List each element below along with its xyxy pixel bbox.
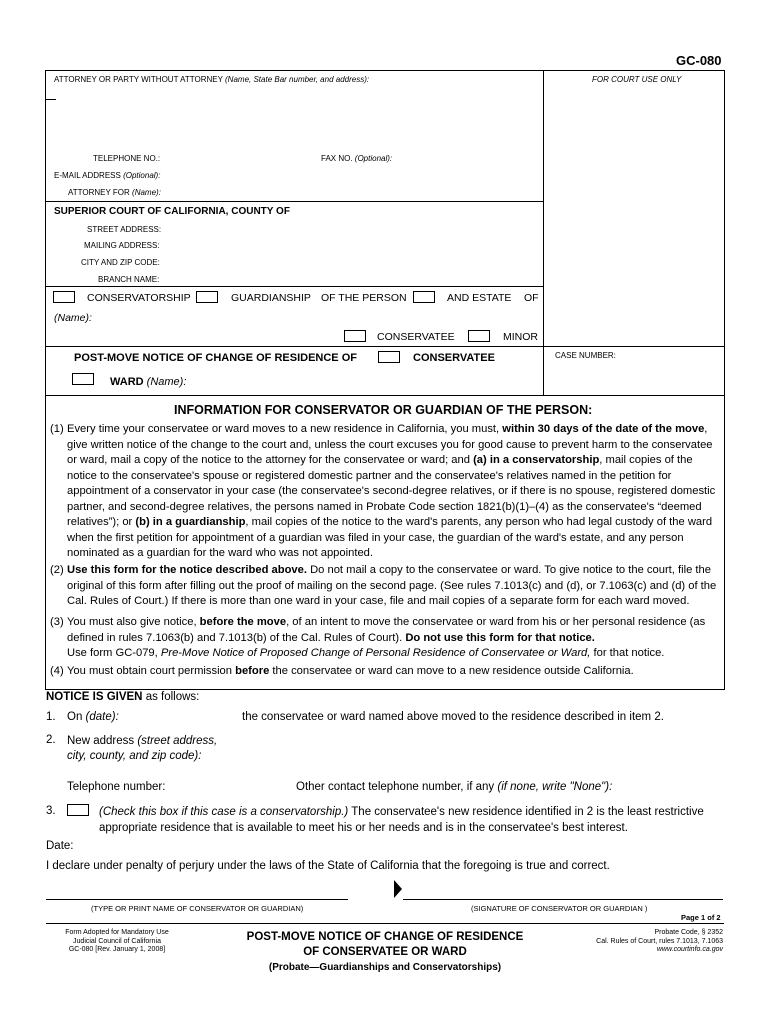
of-label: OF: [524, 292, 539, 304]
p1-b: within 30 days of the date of the move: [502, 423, 705, 435]
item-2-label: [67, 734, 217, 764]
info-paragraph-4: [50, 664, 720, 680]
signature-arrow-icon: [394, 880, 402, 898]
item-1-date-hint: (date):: [85, 711, 119, 723]
signature-line[interactable]: [403, 899, 723, 900]
email-label-hint: (Optional):: [123, 171, 161, 180]
item-1-number: 1.: [46, 711, 56, 723]
item-2-label-b: (street address,: [137, 735, 218, 747]
info-p1-text: [67, 422, 720, 562]
title-conservatee-checkbox[interactable]: [378, 351, 400, 363]
footer-title-line-2: OF CONSERVATEE OR WARD: [303, 946, 467, 958]
guardianship-checkbox[interactable]: [196, 291, 218, 303]
conservatorship-label: CONSERVATORSHIP: [87, 292, 191, 304]
top-border: [45, 70, 725, 71]
item-1-on-text: On: [67, 711, 86, 723]
p3-a: You must also give notice,: [67, 616, 200, 628]
p4-c: the conservatee or ward can move to a new residence outside California.: [269, 665, 634, 677]
p3-f: Pre-Move Notice of Proposed Change of Personal Residence of Conservatee or Ward,: [160, 647, 591, 659]
p3-g: for that notice.: [590, 647, 665, 659]
other-telephone-label: [296, 781, 612, 793]
info-p2-text: [67, 563, 720, 610]
telephone-label: TELEPHONE NO.:: [93, 154, 161, 163]
ward-label-text: WARD: [110, 376, 144, 388]
telephone-number-label: Telephone number:: [67, 781, 166, 793]
footer-rule: [46, 923, 724, 924]
attorney-label-text: ATTORNEY OR PARTY WITHOUT ATTORNEY: [54, 75, 223, 84]
signature-caption: (SIGNATURE OF CONSERVATOR OR GUARDIAN ): [471, 904, 648, 913]
p1-f: (b) in a guardianship: [135, 516, 246, 528]
p3-c: , of an intent to move the conservatee or ward from his or her personal residence (as defined in rules 7.1063(b) and 7.1013(b) of the Cal. Rules of Court).: [67, 616, 706, 644]
item-3-text: [99, 805, 714, 836]
info-p1-number: (1): [50, 423, 64, 435]
fax-label-text: FAX NO.: [321, 154, 353, 163]
item-2-label-a: New address: [67, 735, 138, 747]
item-1-text: the conservatee or ward named above moved to the residence described in item 2.: [242, 711, 664, 723]
fax-label-hint: (Optional):: [354, 154, 393, 163]
conservatee-label: CONSERVATEE: [377, 331, 455, 343]
email-label: [54, 171, 160, 180]
branch-name-label: BRANCH NAME:: [98, 275, 160, 284]
p1-g: , mail copies of the notice to the ward's parents, any person who had legal custody of the ward when the first petition for appointment of a guardian was filed in your case, the guardian of the ward's estate, and any person nominated as a guardian for the ward who was not appointed.: [67, 516, 713, 559]
email-label-text: E-MAIL ADDRESS: [54, 171, 121, 180]
info-paragraph-3: [50, 615, 720, 662]
item-2-label-c: city, county, and zip code):: [67, 750, 202, 762]
item-3-body: The conservatee's new residence identified in 2 is the least restrictive appropriate residence that is available to meet his or her needs and is in the conservatee's best interest.: [99, 806, 704, 834]
attorney-for-label: [68, 188, 161, 197]
p3-d: Do not use this form for that notice.: [405, 631, 595, 644]
other-telephone-hint: (if none, write "None"):: [497, 781, 613, 793]
form-number: GC-080: [676, 53, 722, 68]
city-zip-label: CITY AND ZIP CODE:: [81, 258, 160, 267]
p3-b: before the move: [199, 616, 287, 628]
court-title: SUPERIOR COURT OF CALIFORNIA, COUNTY OF: [54, 206, 290, 217]
divider-caption: [45, 286, 543, 287]
p2-a: Use this form for the notice described above.: [67, 564, 307, 576]
p1-c: , give written notice of the change to the court and, unless the court excuses you for good cause to prevent harm to the conservatee or ward, mail a copy of the notice to the attorney for the conservatee or ward; and: [67, 423, 713, 466]
footer-left-line-2: Judicial Council of California: [73, 937, 161, 945]
info-p4-number: (4): [50, 665, 64, 677]
caption-name-label: (Name):: [54, 312, 92, 324]
divider-title: [45, 346, 725, 347]
item-3-checkbox[interactable]: [67, 804, 89, 816]
notice-given: [46, 691, 199, 703]
other-telephone-text: Other contact telephone number, if any: [296, 781, 498, 793]
footer-right: [564, 929, 723, 955]
p1-a: Every time your conservatee or ward moves to a new residence in California, you must,: [67, 423, 503, 435]
and-estate-label: AND ESTATE: [447, 292, 512, 304]
attorney-for-hint: (Name):: [132, 188, 161, 197]
mailing-address-label: MAILING ADDRESS:: [84, 241, 160, 250]
ward-label: [110, 376, 186, 388]
type-name-caption: (TYPE OR PRINT NAME OF CONSERVATOR OR GUARDIAN): [91, 904, 304, 913]
info-p2-number: (2): [50, 564, 64, 576]
item-1-on: [67, 711, 119, 723]
notice-given-bold: NOTICE IS GIVEN: [46, 691, 143, 703]
conservatorship-checkbox[interactable]: [53, 291, 75, 303]
divider-info: [45, 395, 725, 396]
name-line[interactable]: [46, 899, 348, 900]
page-number: Page 1 of 2: [681, 913, 721, 922]
p3-e: Use form GC-079,: [67, 647, 161, 659]
minor-label: MINOR: [503, 331, 538, 343]
right-border: [724, 70, 725, 690]
p2-b: Do not mail a copy to the conservatee or ward. To give notice to the court, file the original of this form after filling out the proof of mailing on the second page. (See rules 7.1013(c) and (d), or 7.1063(c) and (d) of the Cal. Rules of Court.) If there is more than one ward in your case, file and mail copies of a separate form for each ward moved.: [67, 564, 717, 607]
info-p3-text: [67, 615, 720, 662]
footer-left-line-1: Form Adopted for Mandatory Use: [65, 929, 169, 936]
p4-a: You must obtain court permission: [67, 665, 236, 677]
left-border: [45, 70, 46, 690]
ward-checkbox[interactable]: [72, 373, 94, 385]
item-2-number: 2.: [46, 734, 56, 746]
minor-checkbox[interactable]: [468, 330, 490, 342]
conservatee-checkbox[interactable]: [344, 330, 366, 342]
attorney-field-mark[interactable]: [45, 99, 56, 100]
info-p3-number: (3): [50, 616, 64, 628]
p1-e: , mail copies of the notice to the conservatee's spouse or registered domestic partner and the conservatee's relatives named in the petition for appointment of a conservator in your case (the conservatee's second-degree relatives, or if there is no spouse, registered domestic partner, and second-degree relatives, the persons named in Probate Code section 1821(b)(1)–(4) as the conservatee's “deemed relatives”); or: [67, 454, 716, 528]
info-paragraph-2: [50, 563, 720, 610]
info-p4-text: [67, 664, 720, 680]
street-address-label: STREET ADDRESS:: [87, 225, 162, 234]
footer-website-link[interactable]: www.courtinfo.ca.gov: [656, 946, 723, 953]
and-estate-checkbox[interactable]: [413, 291, 435, 303]
title-conservatee-label: CONSERVATEE: [413, 352, 495, 364]
info-paragraph-1: [50, 422, 720, 562]
footer-right-line-1: Probate Code, § 2352: [654, 929, 723, 936]
p4-b: before: [235, 665, 270, 677]
of-the-person-label: OF THE PERSON: [321, 292, 407, 304]
case-number-label: CASE NUMBER:: [555, 351, 616, 360]
divider-court: [45, 201, 543, 202]
footer-title-line-1: POST-MOVE NOTICE OF CHANGE OF RESIDENCE: [246, 931, 524, 943]
footer-left: [46, 929, 188, 955]
footer-right-line-2: Cal. Rules of Court, rules 7.1013, 7.1063: [596, 937, 723, 945]
form-title: POST-MOVE NOTICE OF CHANGE OF RESIDENCE OF: [74, 352, 357, 364]
bottom-border: [45, 689, 725, 690]
attorney-for-text: ATTORNEY FOR: [68, 188, 130, 197]
fax-label: [321, 154, 392, 163]
item-3-hint: (Check this box if this case is a conservatorship.): [99, 806, 349, 818]
info-heading: INFORMATION FOR CONSERVATOR OR GUARDIAN OF THE PERSON:: [174, 403, 593, 417]
item-3-number: 3.: [46, 805, 56, 817]
guardianship-label: GUARDIANSHIP: [231, 292, 311, 304]
declaration-text: I declare under penalty of perjury under the laws of the State of California that the foregoing is true and correct.: [46, 860, 610, 872]
footer-title: [215, 930, 555, 975]
footer-subtitle: (Probate—Guardianships and Conservatorships): [268, 962, 502, 973]
attorney-label-hint: (Name, State Bar number, and address):: [225, 75, 370, 84]
court-use-label: FOR COURT USE ONLY: [592, 75, 682, 84]
ward-name-hint: (Name):: [146, 376, 187, 388]
attorney-label: [54, 75, 369, 84]
footer-left-line-3: GC-080 [Rev. January 1, 2008]: [68, 946, 166, 953]
p1-d: (a) in a conservatorship: [473, 454, 600, 466]
notice-given-rest: as follows:: [142, 691, 200, 703]
date-label: Date:: [46, 840, 74, 852]
